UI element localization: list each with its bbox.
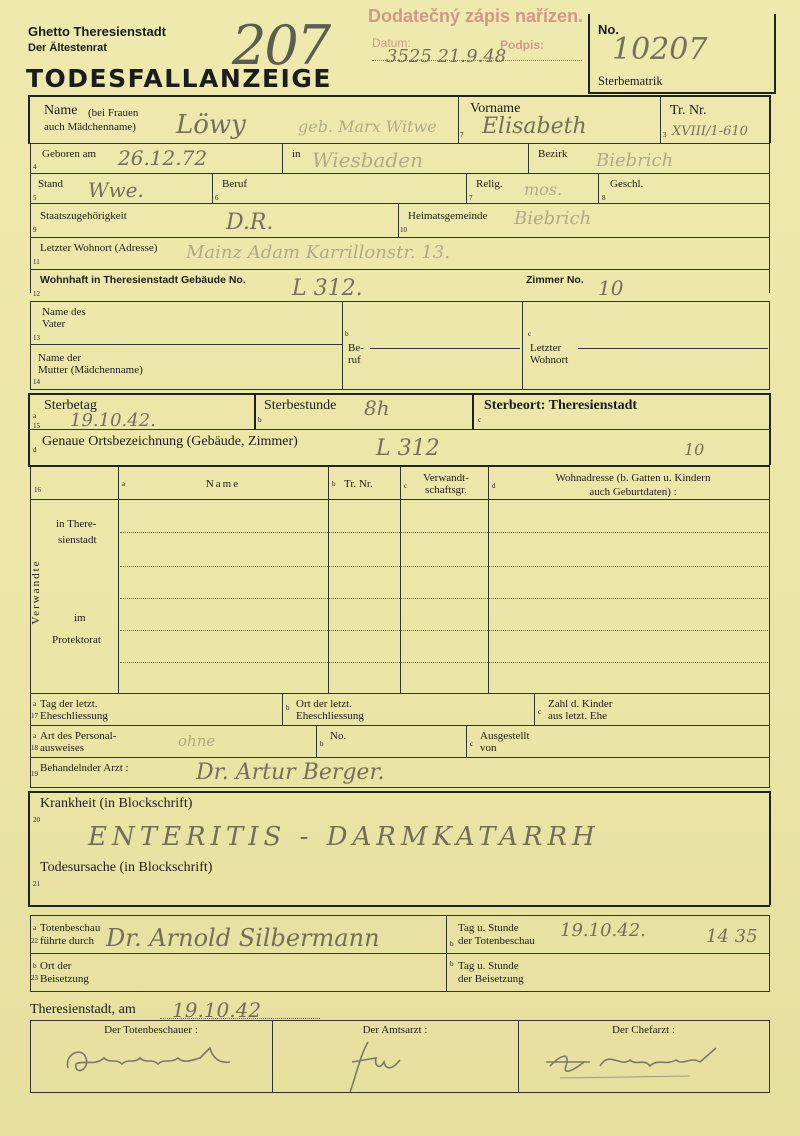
stamp-podpis: Podpis:: [500, 38, 544, 52]
col-wohn1: Wohnadresse (b. Gatten u. Kindern: [555, 472, 711, 484]
field-letter: b: [345, 330, 349, 338]
in-there-label1: in There-: [56, 518, 97, 530]
sig-amtsarzt-label: Der Amtsarzt :: [362, 1024, 428, 1036]
toten-label2: führte durch: [40, 935, 95, 947]
beruf-label: Beruf: [222, 178, 248, 190]
rule: [370, 348, 520, 349]
field-letter: b: [320, 740, 324, 748]
wohnort-label2: Wohnort: [530, 354, 569, 366]
field-letter: c: [528, 330, 532, 338]
rule: [28, 143, 770, 144]
ursache-label: Todesursache (in Blockschrift): [40, 860, 213, 875]
field-number: 20: [33, 816, 40, 824]
field-letter: d: [492, 482, 496, 490]
genaue-value: L 312: [376, 436, 440, 461]
field-number: 7: [469, 194, 473, 202]
rule: [120, 662, 768, 663]
rule: [120, 566, 768, 567]
beisetzung-tag-label1: Tag u. Stunde: [458, 960, 519, 972]
rule: [534, 693, 535, 725]
rule: [28, 791, 770, 793]
rule: [30, 915, 770, 916]
im-label1: im: [74, 612, 86, 624]
beisetzung-ort-label1: Ort der: [40, 960, 72, 972]
toten-label1: Totenbeschau: [40, 922, 101, 934]
trnr-label: Tr. Nr.: [670, 103, 707, 118]
sterbetag-value: 19.10.42.: [70, 410, 156, 431]
field-letter: a: [122, 480, 126, 488]
rule: [488, 467, 489, 693]
rule: [30, 499, 770, 500]
rule: [578, 348, 768, 349]
rule: [522, 301, 523, 389]
stand-label: Stand: [38, 178, 64, 190]
ausgestellt-label1: Ausgestellt: [480, 730, 530, 742]
genaue-zimmer: 10: [684, 440, 705, 459]
rule: [769, 467, 770, 693]
ort-ehe-label2: Eheschliessung: [296, 710, 364, 722]
beschau-stunde-value: 14 35: [706, 926, 758, 947]
no-label: No.: [598, 22, 619, 37]
field-number: 10: [400, 226, 407, 234]
rule: [398, 203, 399, 237]
sterbematrik-label: Sterbematrik: [598, 74, 663, 88]
ausgestellt-label2: von: [480, 742, 497, 754]
col-verw2: schaftsgr.: [425, 484, 467, 496]
rule: [282, 693, 283, 725]
sig-totenbeschauer-label: Der Totenbeschauer :: [104, 1024, 198, 1036]
field-number: 3: [663, 131, 667, 139]
toten-value: Dr. Arnold Silbermann: [106, 924, 380, 952]
field-number: 12: [33, 290, 40, 298]
field-letter: a: [33, 412, 37, 420]
field-number: 5: [33, 194, 37, 202]
field-number: 23: [31, 974, 38, 982]
form-title: TODESFALLANZEIGE: [26, 64, 332, 93]
field-number: 15: [33, 422, 40, 430]
rule: [598, 173, 599, 203]
zimmer-label: Zimmer No.: [526, 274, 584, 286]
heimat-value: Biebrich: [514, 208, 592, 229]
beschau-tag-value: 19.10.42.: [560, 920, 646, 941]
field-letter: b: [286, 704, 290, 712]
field-number: 19: [31, 770, 38, 778]
bezirk-value: Biebrich: [596, 150, 674, 171]
stand-value: Wwe.: [88, 178, 144, 202]
rule: [30, 301, 31, 389]
field-letter: c: [538, 708, 542, 716]
sterbeort-label: Sterbeort: Theresienstadt: [484, 398, 638, 413]
krankheit-value: ENTERITIS - DARMKATARRH: [88, 822, 600, 852]
rule: [30, 693, 770, 694]
field-letter: b: [258, 416, 262, 424]
arzt-value: Dr. Artur Berger.: [196, 760, 385, 785]
krankheit-label: Krankheit (in Blockschrift): [40, 796, 193, 811]
verwandte-side-label: Verwandte: [30, 559, 42, 625]
field-number: 22: [31, 937, 38, 945]
rule: [30, 389, 770, 390]
rule: [282, 143, 283, 173]
geboren-label: Geboren am: [42, 148, 97, 160]
field-number: 8: [602, 194, 606, 202]
rule: [660, 97, 661, 143]
relig-label: Relig.: [476, 178, 503, 190]
vater-label2: Vater: [42, 318, 66, 330]
stamp-handwriting: 3525 21.9.48: [386, 46, 507, 67]
signature-amtsarzt: [330, 1036, 420, 1096]
in-value: Wiesbaden: [312, 148, 423, 172]
rule: [316, 725, 317, 757]
field-letter: b: [332, 480, 336, 488]
art-value: ohne: [178, 732, 216, 750]
name-sub2: auch Mädchenname): [44, 121, 136, 133]
field-number: 17: [31, 712, 38, 720]
arzt-label: Behandelnder Arzt :: [40, 762, 129, 774]
rule: [120, 598, 768, 599]
rule: [28, 95, 770, 97]
rule: [28, 393, 770, 395]
stamp-datum: Datum:: [372, 36, 411, 50]
geschl-label: Geschl.: [610, 178, 644, 190]
field-number: 14: [33, 378, 40, 386]
rule: [30, 991, 770, 992]
rule: [30, 269, 770, 270]
rule: [120, 532, 768, 533]
signature-chefarzt: [540, 1036, 730, 1086]
field-letter: c: [478, 416, 482, 424]
field-letter: b: [33, 962, 37, 970]
field-number: 21: [33, 880, 40, 888]
field-letter: c: [404, 482, 408, 490]
tag-ehe-label2: Eheschliessung: [40, 710, 108, 722]
name-value: Löwy: [176, 110, 246, 140]
rule: [769, 1020, 770, 1092]
rule: [472, 393, 474, 429]
signature-totenbeschauer: [60, 1036, 240, 1086]
col-wohn2: auch Geburtdaten) :: [589, 486, 677, 498]
rule: [30, 725, 770, 726]
rule: [769, 791, 771, 905]
beisetzung-tag-label2: der Beisetzung: [458, 973, 524, 985]
field-number: 13: [33, 334, 40, 342]
mutter-label1: Name der: [38, 352, 82, 364]
vorname-label: Vorname: [470, 101, 521, 116]
place-value: 19.10.42: [172, 998, 262, 1022]
col-name: Name: [205, 478, 241, 490]
wohnort-label1: Letzter: [530, 342, 562, 354]
rule: [118, 467, 119, 693]
field-number: 16: [34, 486, 41, 494]
col-verw1: Verwandt-: [423, 472, 469, 484]
rule: [30, 344, 342, 345]
rule: [28, 791, 30, 905]
wohnort-value: Mainz Adam Karrillonstr. 13.: [186, 242, 451, 263]
rule: [769, 143, 770, 293]
beschau-tag-label2: der Totenbeschau: [458, 935, 535, 947]
org-name: Ghetto Theresienstadt: [28, 24, 166, 39]
rule: [30, 143, 31, 293]
zahl-label1: Zahl d. Kinder: [548, 698, 613, 710]
mutter-label2: Mutter (Mädchenname): [38, 364, 143, 376]
rule: [328, 467, 329, 693]
field-number: 7: [460, 131, 464, 139]
rule: [28, 465, 770, 467]
rule: [466, 173, 467, 203]
rule: [30, 203, 770, 204]
stamp-line: Dodatečný zápis nařízen.: [368, 6, 584, 26]
handwritten-number: 207: [232, 14, 330, 77]
field-letter: a: [33, 924, 37, 932]
beisetzung-ort-label2: Beisetzung: [40, 973, 89, 985]
beruf-label2: ruf: [348, 354, 361, 366]
field-number: 4: [33, 163, 37, 171]
field-letter: b: [450, 940, 454, 948]
vater-label1: Name des: [42, 306, 86, 318]
name-label: Name: [44, 103, 78, 118]
rule: [30, 953, 770, 954]
rule: [28, 429, 770, 430]
field-number: 11: [33, 258, 40, 266]
rule: [342, 301, 343, 389]
rule: [30, 173, 770, 174]
rule: [30, 787, 770, 788]
gebaeude-value: L 312.: [292, 276, 363, 301]
ort-ehe-label1: Ort der letzt.: [296, 698, 352, 710]
in-there-label2: sienstadt: [58, 534, 97, 546]
field-letter: b: [450, 960, 454, 968]
field-number: 6: [215, 194, 219, 202]
sig-chefarzt-label: Der Chefarzt :: [612, 1024, 675, 1036]
rule: [120, 630, 768, 631]
sterbetag-label: Sterbetag: [44, 398, 97, 413]
zimmer-value: 10: [598, 276, 624, 300]
art-label1: Art des Personal-: [40, 730, 117, 742]
rule: [28, 905, 770, 907]
name-extra: geb. Marx Witwe: [298, 117, 437, 136]
ausweis-no-label: No.: [330, 730, 347, 742]
genaue-label: Genaue Ortsbezeichnung (Gebäude, Zimmer): [42, 434, 298, 449]
rule: [458, 97, 459, 143]
rule: [28, 95, 30, 143]
rule: [466, 725, 467, 757]
no-value: 10207: [612, 32, 708, 67]
field-letter: a: [33, 732, 37, 740]
tag-ehe-label1: Tag der letzt.: [40, 698, 98, 710]
rule: [254, 393, 256, 429]
field-letter: c: [470, 740, 474, 748]
rule: [30, 757, 770, 758]
sterbestunde-label: Sterbestunde: [264, 398, 337, 413]
rule: [769, 301, 770, 389]
rule: [769, 95, 771, 143]
rule: [769, 693, 770, 787]
rule: [528, 143, 529, 173]
bezirk-label: Bezirk: [538, 148, 568, 160]
im-label2: Protektorat: [52, 634, 101, 646]
relig-value: mos.: [524, 180, 563, 199]
trnr-value: XVIII/1-610: [672, 124, 748, 139]
rule: [30, 1020, 770, 1021]
zahl-label2: aus letzt. Ehe: [548, 710, 607, 722]
gebaeude-label: Wohnhaft in Theresienstadt Gebäude No.: [40, 274, 246, 286]
field-letter: d: [33, 446, 37, 454]
staats-label: Staatszugehörigkeit: [40, 210, 127, 222]
rule: [30, 237, 770, 238]
place-label: Theresienstadt, am: [30, 1002, 136, 1017]
rule: [400, 467, 401, 693]
rule: [212, 173, 213, 203]
rule: [160, 1018, 320, 1019]
rule: [30, 301, 770, 302]
beruf-label1: Be-: [348, 342, 364, 354]
art-label2: ausweises: [40, 742, 84, 754]
heimat-label: Heimatsgemeinde: [408, 210, 488, 222]
vorname-value: Elisabeth: [482, 114, 587, 139]
name-sub1: (bei Frauen: [88, 107, 139, 119]
field-number: 9: [33, 226, 37, 234]
council-name: Der Ältestenrat: [28, 42, 107, 54]
in-label: in: [292, 148, 301, 160]
field-letter: a: [33, 700, 37, 708]
col-trnr: Tr. Nr.: [344, 478, 373, 490]
sterbestunde-value: 8h: [364, 396, 390, 420]
geboren-value: 26.12.72: [118, 146, 208, 170]
field-number: 18: [31, 744, 38, 752]
beschau-tag-label1: Tag u. Stunde: [458, 922, 519, 934]
staats-value: D.R.: [226, 210, 274, 235]
wohnort-label: Letzter Wohnort (Adresse): [40, 242, 158, 254]
